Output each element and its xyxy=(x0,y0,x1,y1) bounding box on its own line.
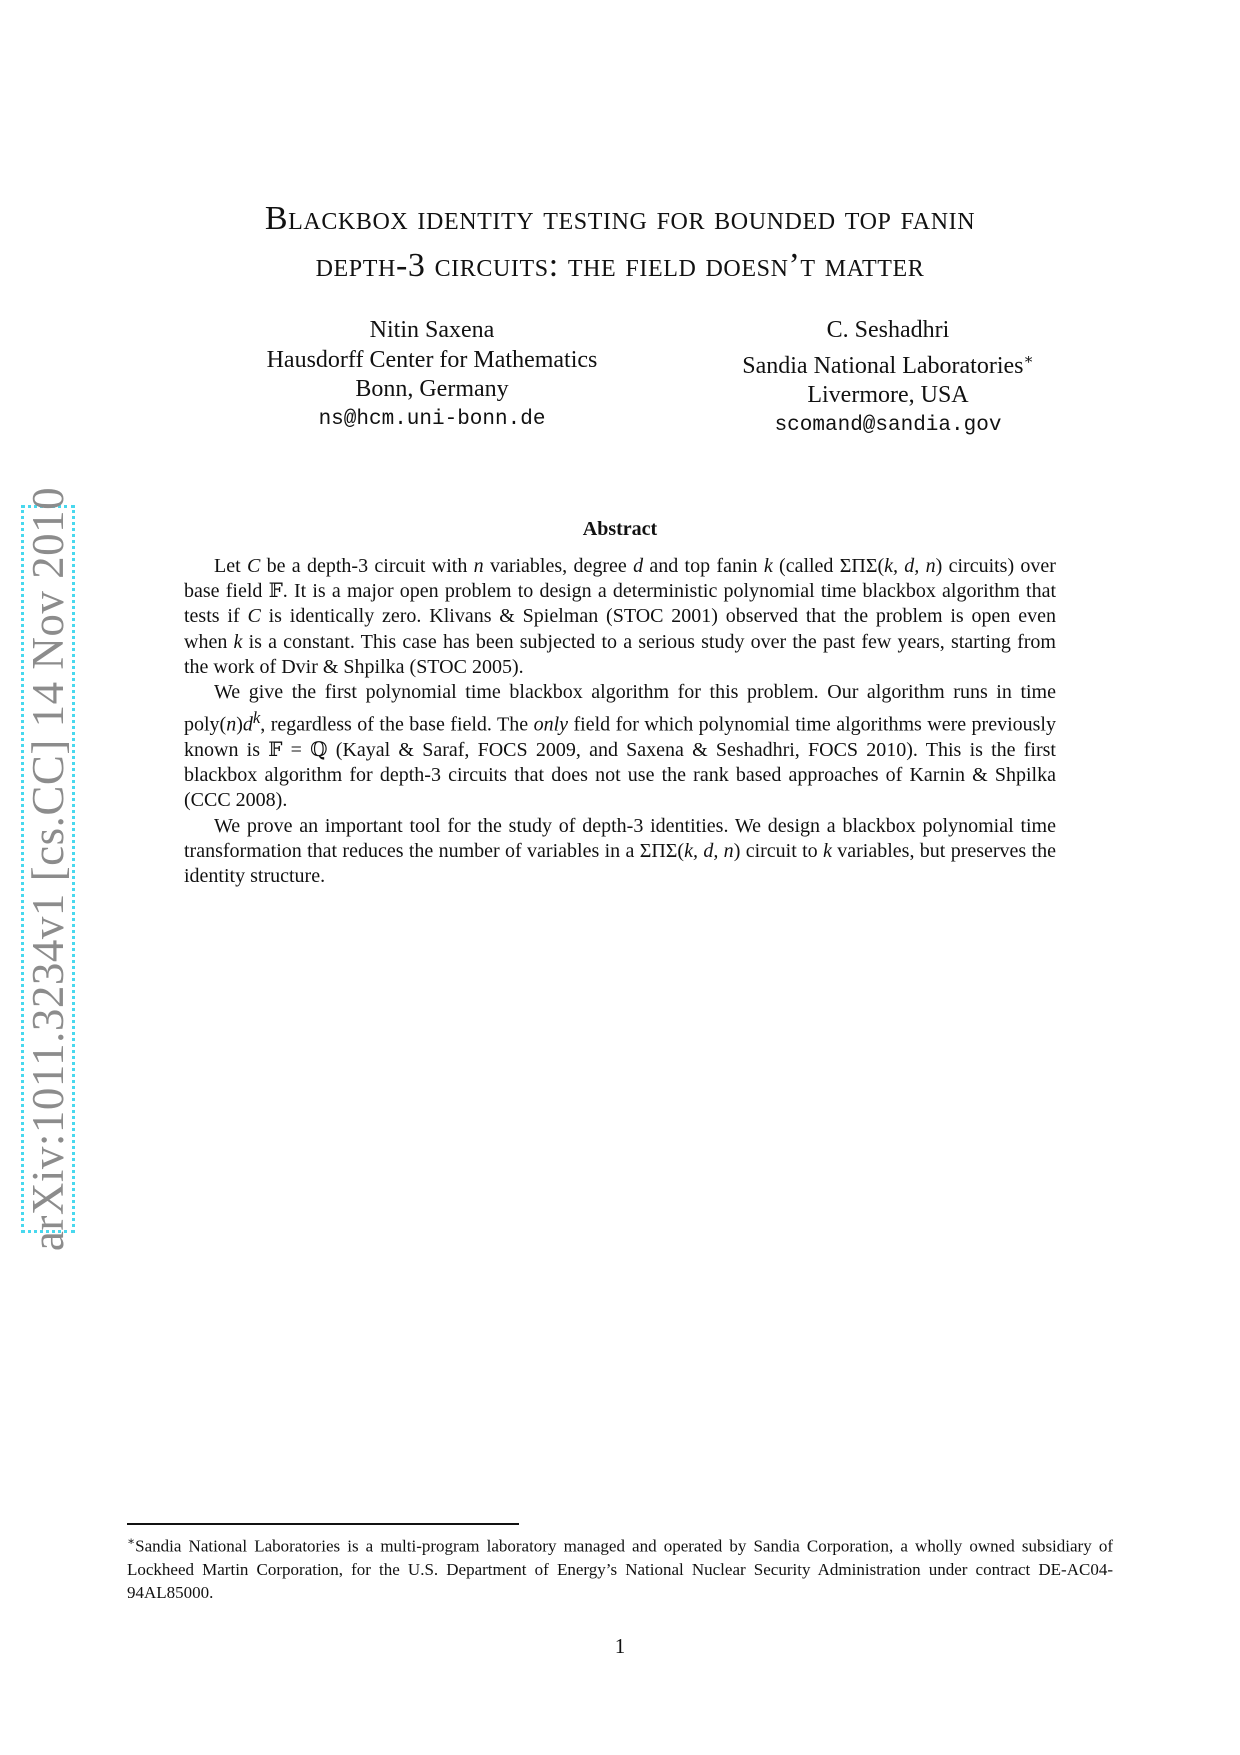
author-affiliation: Hausdorff Center for Mathematics xyxy=(266,346,598,373)
footnote-mark[interactable]: ∗ xyxy=(1023,351,1034,368)
abstract-paragraph-3: We prove an important tool for the study of depth-3 identities. We design a blackbox polynomial time transformation that reduces the number of variables in a ΣΠΣ(k, d, n) circuit to k variables, but preserves the identity structure. xyxy=(184,814,1056,888)
abstract-paragraph-1: Let C be a depth-3 circuit with n variables, degree d and top fanin k (called ΣΠΣ(k, d, n) circuits) over base field 𝔽. It is a major open problem to design a deterministic polynomial time blackbox algorithm that tests if C is identically zero. Klivans & Spielman (STOC 2001) observed that the problem is open even when k is a constant. This case has been subjected to a serious study over the past few years, starting from the work of Dvir & Shpilka (STOC 2005). xyxy=(184,555,1057,678)
author-affiliation: Sandia National Laboratories∗ xyxy=(742,351,1034,379)
abstract-paragraph-2: We give the first polynomial time blackbox algorithm for this problem. Our algorithm runs in time $poly(n)d^k$, regardless of the base field. The only field for which polynomial time algorithms were previously known is 𝔽 = ℚ (Kayal & Saraf, FOCS 2009, and Saxena & Seshadhri, FOCS 2010). This is the first blackbox algorithm for depth-3 circuits that does not use the rank based approaches of Karnin & Shpilka (CCC 2008). xyxy=(184,681,1056,812)
arxiv-stamp xyxy=(21,486,75,1252)
author-block-2 xyxy=(678,316,1098,440)
paper-title xyxy=(120,195,1120,289)
author-email[interactable]: scomand@sandia.gov xyxy=(774,413,1002,437)
page-number: 1 xyxy=(614,1634,626,1658)
footnote-marker: ∗ xyxy=(127,1534,136,1548)
abstract-heading: Abstract xyxy=(582,518,658,540)
abstract-body xyxy=(184,554,1056,889)
arxiv-stamp-text: arXiv:1011.3234v1 [cs.CC] 14 Nov 2010 xyxy=(23,486,73,1252)
author-location: Bonn, Germany xyxy=(355,376,509,402)
author-email[interactable]: ns@hcm.uni-bonn.de xyxy=(318,407,546,431)
author-name: Nitin Saxena xyxy=(369,317,495,343)
author-name: C. Seshadhri xyxy=(826,317,950,343)
title-line-2: depth-3 circuits: the field doesn’t matter xyxy=(315,247,925,284)
footnote-divider xyxy=(127,1523,519,1525)
author-location: Livermore, USA xyxy=(807,382,969,408)
footnote-text: Sandia National Laboratories is a multi-program laboratory managed and operated by Sandia Corporation, a wholly owned subsidiary of Lockheed Martin Corporation, for the U.S. Department of Energy’s National Nuclear Security Administration under contract DE-AC04-94AL85000. xyxy=(127,1536,1113,1602)
author-block-1 xyxy=(222,316,642,434)
title-line-1: Blackbox identity testing for bounded top fanin xyxy=(264,200,976,237)
footnote xyxy=(127,1530,1113,1604)
